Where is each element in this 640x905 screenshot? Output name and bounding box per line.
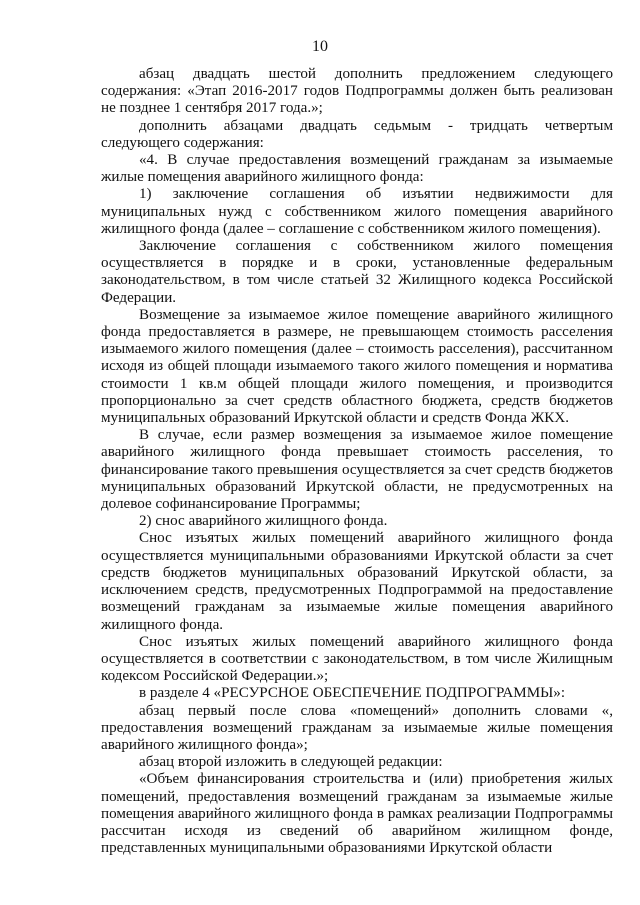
paragraph: 2) снос аварийного жилищного фонда. — [139, 513, 388, 530]
paragraph: Снос изъятых жилых помещений аварийного жилищного фонда осуществляется муниципальными образованиями Иркутской области за счет средств бюджетов муниципальных образований Иркутской области, за исключением средств, предусмотренных Подпрограммой на предоставление возмещений гражданам за изымаемые жилые помещения аварийного жилищного фонда. — [101, 530, 613, 633]
paragraph: абзац первый после слова «помещений» дополнить словами «, предоставления возмещений гражданам за изымаемые жилые помещения аварийного жилищного фонда»; — [101, 702, 613, 753]
document-body — [101, 66, 613, 857]
paragraph: абзац второй изложить в следующей редакции: — [139, 754, 443, 771]
paragraph: дополнить абзацами двадцать седьмым - тридцать четвертым следующего содержания: — [101, 117, 613, 151]
page-number: 10 — [312, 38, 328, 55]
paragraph: в разделе 4 «РЕСУРСНОЕ ОБЕСПЕЧЕНИЕ ПОДПРОГРАММЫ»: — [139, 685, 566, 702]
paragraph: 1) заключение соглашения об изъятии недвижимости для муниципальных нужд с собственником жилого помещения аварийного жилищного фонда (далее – соглашение с собственником жилого помещения). — [101, 186, 613, 237]
paragraph: Снос изъятых жилых помещений аварийного жилищного фонда осуществляется в соответствии с законодательством, в том числе Жилищным кодексом Российской Федерации.»; — [101, 633, 613, 685]
paragraph: Заключение соглашения с собственником жилого помещения осуществляется в порядке и в сроки, установленные федеральным законодательством, в том числе статьей 32 Жилищного кодекса Российской Федерации. — [101, 238, 613, 306]
paragraph: В случае, если размер возмещения за изымаемое жилое помещение аварийного жилищного фонда превышает стоимость расселения, то финансирование такого превышения осуществляется за счет средств бюджетов муниципальных образований Иркутской области, не предусмотренных на долевое софинансирование Программы; — [101, 427, 613, 513]
paragraph: «Объем финансирования строительства и (или) приобретения жилых помещений, предоставления возмещений гражданам за изымаемые жилые помещения аварийного жилищного фонда в рамках реализации Подпрограммы рассчитан исходя из сведений об аварийном жилищном фонде, представленных муниципальными образованиями Иркутской области — [101, 771, 613, 857]
paragraph: абзац двадцать шестой дополнить предложением следующего содержания: «Этап 2016-2017 годов Подпрограммы должен быть реализован не позднее 1 сентября 2017 года.»; — [101, 66, 613, 117]
paragraph: «4. В случае предоставления возмещений гражданам за изымаемые жилые помещения аварийного жилищного фонда: — [101, 152, 613, 186]
paragraph: Возмещение за изымаемое жилое помещение аварийного жилищного фонда предоставляется в размере, не превышающем стоимость расселения изымаемого жилого помещения (далее – стоимость расселения), рассчитанном исходя из общей площади изымаемого такого жилого помещения и норматива стоимости 1 кв.м общей площади жилого помещения, и производится пропорционально за счет средств областного бюджета, средств бюджетов муниципальных образований Иркутской области и средств Фонда ЖКХ. — [101, 306, 613, 427]
